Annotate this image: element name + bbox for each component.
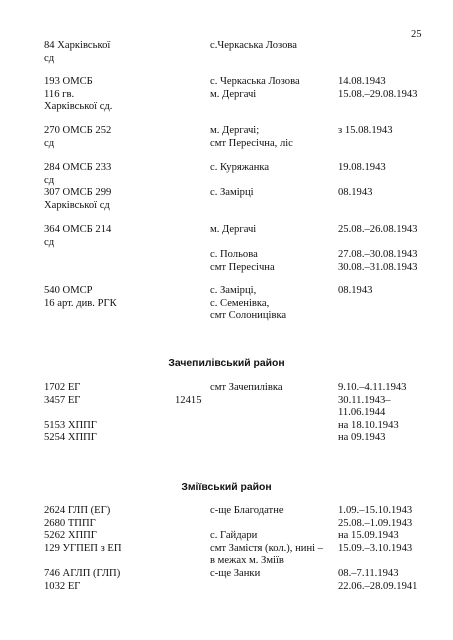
- date-cell: з 15.08.1943: [338, 125, 393, 136]
- unit-cell: 270 ОМСБ 252 сд: [44, 125, 112, 149]
- place-cell: м. Дергачі; смт Пересічна, ліс: [210, 125, 293, 149]
- place-cell: с. Замірці, с. Семенівка, смт Солоницівка: [210, 285, 287, 322]
- date-cell: 19.08.1943 08.1943: [338, 162, 386, 199]
- unit-cell: 540 ОМСР 16 арт. див. РГК: [44, 285, 117, 309]
- number-cell: 12415: [175, 394, 202, 406]
- unit-cell: 1702 ЕГ 3457 ЕГ 5153 ХППГ 5254 ХППГ: [44, 382, 97, 444]
- date-cell: 1.09.–15.10.1943 25.08.–1.09.1943 на 15.09.1943 15.09.–3.10.1943 08.–7.11.1943 22.06.–28.09.1941: [338, 505, 418, 592]
- date-cell: 9.10.–4.11.1943 30.11.1943– 11.06.1944 на 18.10.1943 на 09.1943: [338, 382, 407, 444]
- unit-cell: 284 ОМСБ 233 сд 307 ОМСБ 299 Харківської сд: [44, 162, 112, 211]
- page-number: 25: [411, 29, 422, 40]
- place-cell: м. Дергачі с. Польова смт Пересічна: [210, 224, 275, 273]
- place-cell: с-ще Благодатне с. Гайдари смт Замістя (кол.), нині – в межах м. Зміїв с-ще Занки: [210, 505, 324, 579]
- date-cell: 14.08.1943 15.08.–29.08.1943: [338, 76, 418, 100]
- unit-cell: 193 ОМСБ 116 гв. Харківської сд.: [44, 76, 113, 113]
- section-heading: Зміївський район: [181, 482, 272, 493]
- place-cell: с. Черкаська Лозова м. Дергачі: [210, 76, 300, 100]
- unit-cell: 84 Харківської сд: [44, 40, 111, 64]
- section-heading: Зачепилівський район: [168, 358, 285, 369]
- place-cell: с.Черкаська Лозова: [210, 40, 297, 51]
- unit-cell: 364 ОМСБ 214 сд: [44, 224, 112, 248]
- unit-cell: 2624 ГЛП (ЕГ) 2680 ТППГ 5262 ХППГ 129 УГПЕП з ЕП 746 АГЛП (ГЛП) 1032 ЕГ: [44, 505, 122, 592]
- place-cell: с. Куряжанка с. Замірці: [210, 162, 270, 199]
- date-cell: 08.1943: [338, 285, 373, 296]
- place-cell: смт Зачепилівка: [210, 382, 283, 393]
- date-cell: 25.08.–26.08.1943 27.08.–30.08.1943 30.08.–31.08.1943: [338, 224, 418, 273]
